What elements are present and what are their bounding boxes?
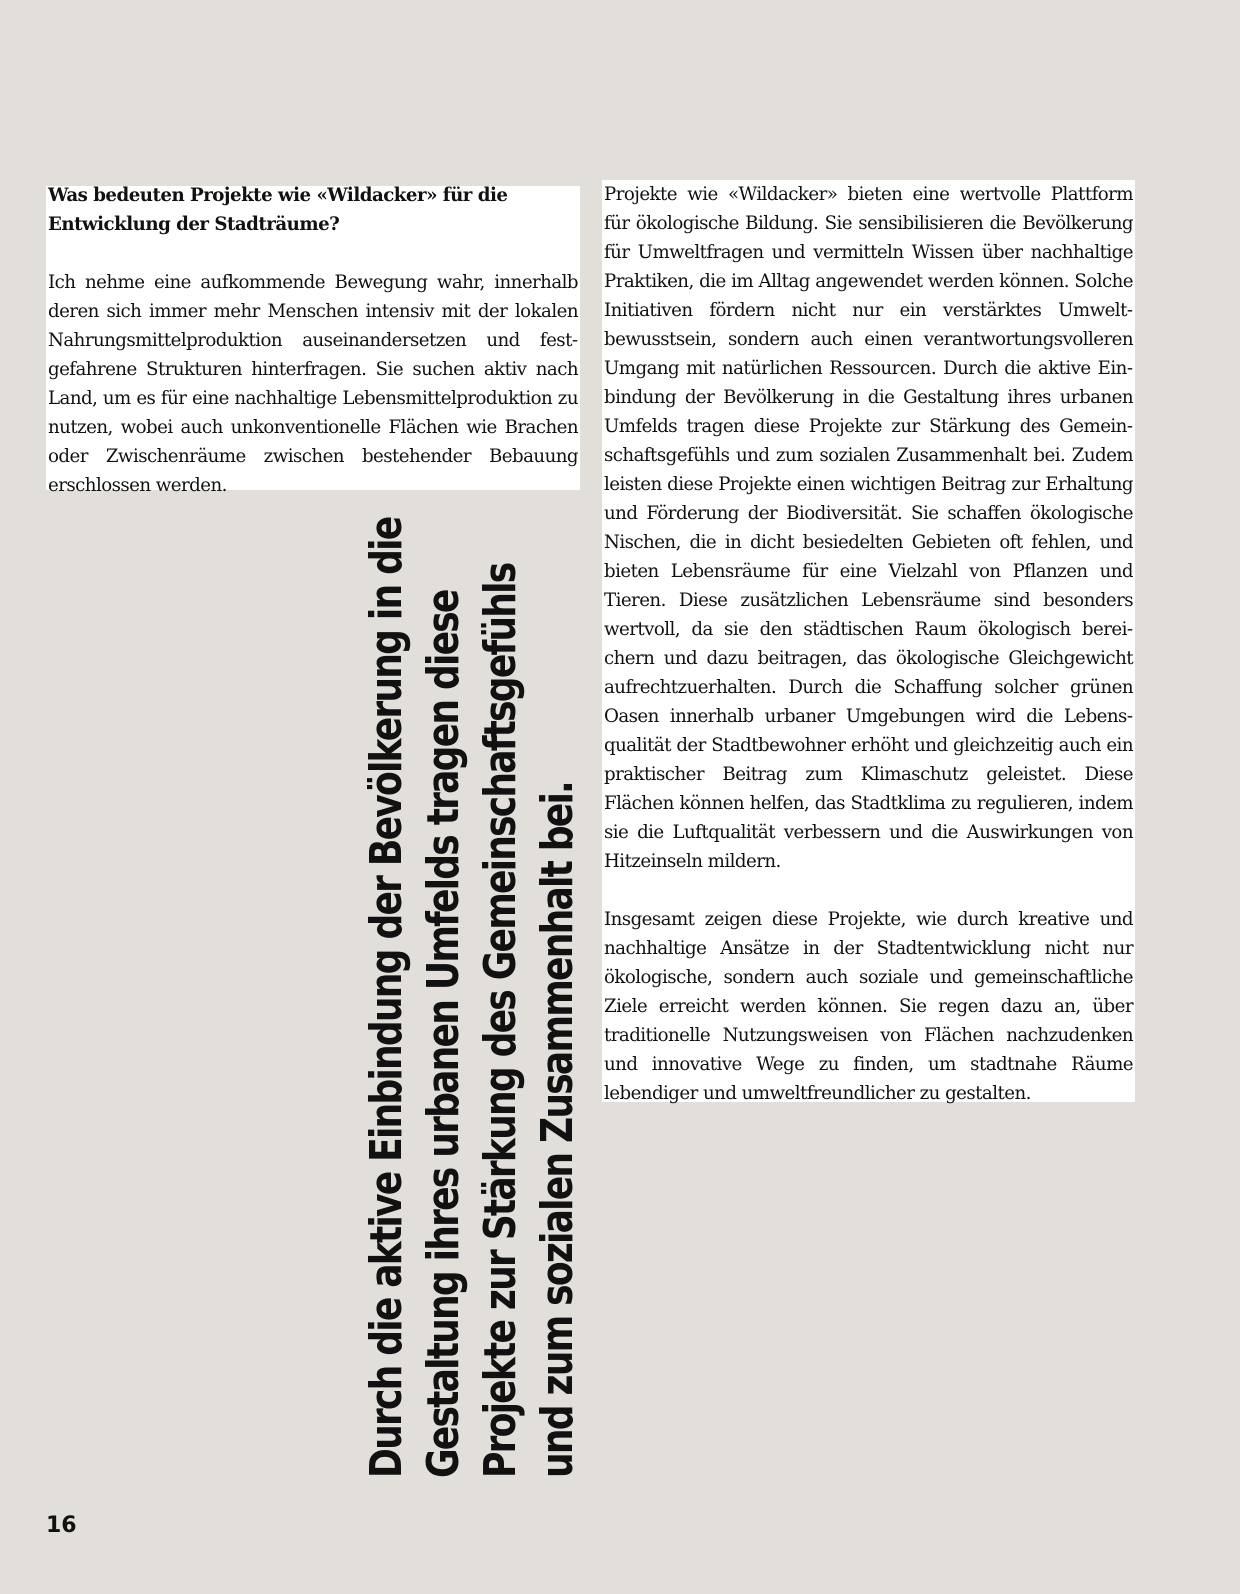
answer-text-box	[602, 180, 1135, 1102]
pull-quote-line: Durch die aktive Einbindung der Bevölkerung in die	[361, 517, 412, 1478]
pull-quote-line: Projekte zur Stärkung des Gemeinschaftsgefühls	[475, 563, 526, 1478]
interview-question-box	[46, 185, 580, 496]
interview-question: Was bedeuten Projekte wie «Wildacker» für die Entwicklung der Stadträume?	[48, 185, 508, 235]
page-number: 16	[46, 1513, 77, 1538]
answer-intro-paragraph: Ich nehme eine aufkommende Bewegung wahr, innerhalb deren sich immer mehr Menschen intensiv mit der lokalen Nahrungsmittelproduktion auseinandersetzen und festgefahrene Strukturen hinterfragen. Sie suchen aktiv nach Land, um es für eine nachhaltige Lebensmittelproduktion zu nutzen, wobei auch unkonventionelle Flächen wie Brachen oder Zwischenräume zwischen bestehender Bebauung erschlossen werden.	[48, 272, 578, 496]
pull-quote-line: Gestaltung ihres urbanen Umfelds tragen diese	[418, 590, 469, 1478]
pull-quote-line: und zum sozialen Zusammenhalt bei.	[532, 782, 583, 1478]
answer-conclusion-paragraph: Insgesamt zeigen diese Projekte, wie durch kreative und nachhaltige Ansätze in der Stadtentwicklung nicht nur ökologische, sondern auch soziale und gemeinschaftliche Ziele erreicht werden können. Sie regen dazu an, über traditionelle Nutzungsweisen von Flächen nachzudenken und innovative Wege zu finden, um stadtnahe Räume lebendiger und umweltfreundlicher zu gestalten.	[604, 909, 1133, 1104]
rotated-pull-quote	[358, 517, 586, 1478]
answer-main-paragraph: Projekte wie «Wildacker» bieten eine wertvolle Plattform für ökologische Bildung. Sie sensibilisieren die Bevölkerung für Umweltfragen und vermitteln Wissen über nachhaltige Praktiken, die im Alltag angewendet werden können. Solche Initiativen fördern nicht nur ein verstärktes Umweltbewusstsein, sondern auch einen verantwortungsvolleren Umgang mit natürlichen Ressourcen. Durch die aktive Einbindung der Bevölkerung in die Gestaltung ihres urbanen Umfelds tragen diese Projekte zur Stärkung des Gemeinschaftsgefühls und zum sozialen Zusammenhalt bei. Zudem leisten diese Projekte einen wichtigen Beitrag zur Erhaltung und Förderung der Biodiversität. Sie schaffen ökologische Nischen, die in dicht besiedelten Gebieten oft fehlen, und bieten Lebensräume für eine Vielzahl von Pflanzen und Tieren. Diese zusätzlichen Lebensräume sind besonders wertvoll, da sie den städtischen Raum ökologisch bereichern und dazu beitragen, das ökologische Gleichgewicht aufrechtzuerhalten. Durch die Schaffung solcher grünen Oasen innerhalb urbaner Umgebungen wird die Lebensqualität der Stadtbewohner erhöht und gleichzeitig auch ein praktischer Beitrag zum Klimaschutz geleistet. Diese Flächen können helfen, das Stadtklima zu regulieren, indem sie die Luftqualität verbessern und die Auswirkungen von Hitzeinseln mildern.	[604, 184, 1133, 872]
